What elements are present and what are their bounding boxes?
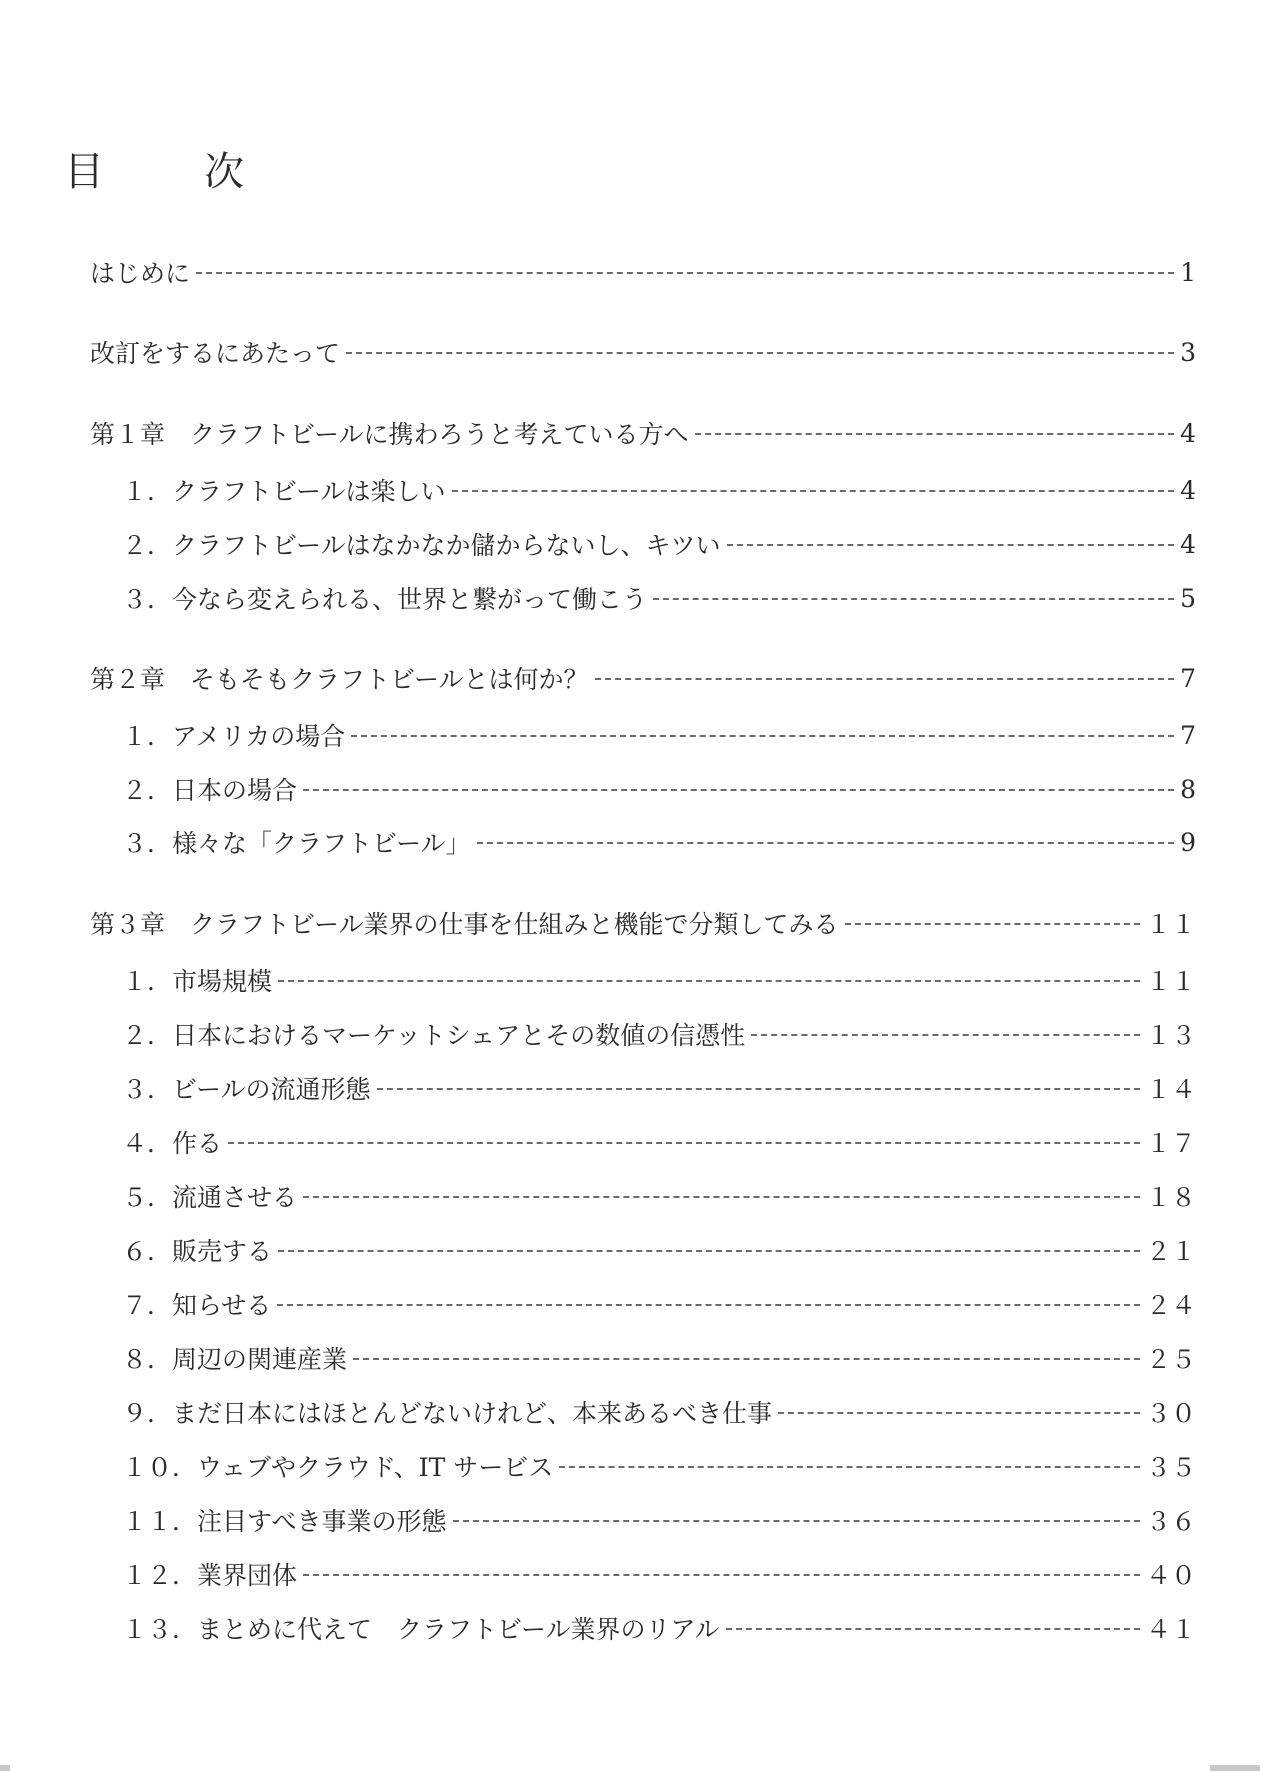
toc-section-entry[interactable] (122, 715, 1196, 755)
toc-page-number: １４ (1145, 1075, 1196, 1104)
dot-leader (653, 598, 1174, 600)
toc-page-number: １１ (1145, 910, 1196, 939)
toc-entry-label: 第２章 そもそもクラフトビールとは何か？ (90, 665, 589, 694)
toc-entry-label: １．市場規模 (122, 967, 273, 996)
toc-section-entry[interactable] (122, 1554, 1196, 1594)
toc-entry-label: 第３章 クラフトビール業界の仕事を仕組みと機能で分類してみる (90, 910, 839, 939)
toc-chapter-entry[interactable] (90, 903, 1196, 943)
toc-page-number: 4 (1180, 475, 1196, 505)
toc-page-number: ３５ (1145, 1453, 1196, 1482)
dot-leader (778, 1412, 1140, 1414)
toc-entry-label: ２．クラフトビールはなかなか儲からないし、キツい (122, 531, 721, 560)
dot-leader (277, 1304, 1140, 1306)
toc-entry-label: ３．様々な「クラフトビール」 (122, 829, 471, 858)
toc-section-entry[interactable] (122, 1392, 1196, 1432)
toc-entry-label: ２．日本の場合 (122, 776, 298, 805)
dot-leader (303, 789, 1174, 791)
toc-page-number: 3 (1180, 337, 1196, 367)
toc-page-number: 5 (1180, 583, 1196, 613)
toc-section-entry[interactable] (122, 1500, 1196, 1540)
toc-section-entry[interactable] (122, 1068, 1196, 1108)
toc-page-number: ３６ (1145, 1507, 1196, 1536)
toc-entry-label: ９．まだ日本にはほとんどないけれど、本来あるべき仕事 (122, 1399, 773, 1428)
toc-page-number: 9 (1180, 827, 1196, 857)
toc-section-entry[interactable] (122, 1176, 1196, 1216)
toc-page-number: ２４ (1145, 1291, 1196, 1320)
toc-entry-label: １１．注目すべき事業の形態 (122, 1507, 447, 1536)
toc-entry-label: １０．ウェブやクラウド、IT サービス (122, 1453, 554, 1482)
dot-leader (453, 1520, 1140, 1522)
toc-page-number: １１ (1145, 967, 1196, 996)
toc-section-entry[interactable] (122, 1230, 1196, 1270)
toc-page-number: 7 (1180, 720, 1196, 750)
dot-leader (351, 735, 1174, 737)
dot-leader (278, 1250, 1140, 1252)
dot-leader (726, 1628, 1140, 1630)
toc-entry-label: ４．作る (122, 1129, 223, 1158)
toc-section-entry[interactable] (122, 524, 1196, 564)
toc-chapter-entry[interactable] (90, 413, 1196, 453)
dot-leader (278, 980, 1140, 982)
dot-leader (303, 1574, 1140, 1576)
dot-leader (695, 433, 1175, 435)
toc-entry-label: ８．周辺の関連産業 (122, 1345, 348, 1374)
toc-page-number: 4 (1180, 529, 1196, 559)
dot-leader (595, 678, 1175, 680)
dot-leader (845, 923, 1140, 925)
toc-section-entry[interactable] (122, 1338, 1196, 1378)
toc-entry-label: ２．日本におけるマーケットシェアとその数値の信憑性 (122, 1021, 746, 1050)
toc-page-number: 1 (1180, 257, 1196, 287)
toc-section-entry[interactable] (122, 1122, 1196, 1162)
toc-page-number: １７ (1145, 1129, 1196, 1158)
toc-entry-label: ５．流通させる (122, 1183, 298, 1212)
toc-section-entry[interactable] (122, 1446, 1196, 1486)
toc-entry-label: １．アメリカの場合 (122, 722, 346, 751)
toc-section-entry[interactable] (122, 1608, 1196, 1648)
toc-page-number: ４０ (1145, 1561, 1196, 1590)
toc-page-number: 4 (1180, 418, 1196, 448)
toc-entry-label: １３．まとめに代えて クラフトビール業界のリアル (122, 1615, 720, 1644)
dot-leader (477, 842, 1175, 844)
dot-leader (228, 1142, 1140, 1144)
toc-page-number: 7 (1180, 663, 1196, 693)
toc-section-entry[interactable] (122, 960, 1196, 1000)
toc-entry-label: １．クラフトビールは楽しい (122, 477, 446, 506)
toc-entry-label: 改訂をするにあたって (90, 339, 341, 368)
toc-entry-label: １２．業界団体 (122, 1561, 298, 1590)
toc-page-number: 8 (1180, 774, 1196, 804)
toc-title: 目 次 (64, 149, 274, 195)
toc-page-number: １３ (1145, 1021, 1196, 1050)
dot-leader (452, 490, 1175, 492)
toc-section-entry[interactable] (122, 822, 1196, 862)
dot-leader (751, 1034, 1140, 1036)
dot-leader (559, 1466, 1140, 1468)
dot-leader (727, 544, 1175, 546)
toc-entry-label: ７．知らせる (122, 1291, 272, 1320)
toc-chapter-entry[interactable] (90, 658, 1196, 698)
toc-section-entry[interactable] (122, 578, 1196, 618)
toc-section-entry[interactable] (122, 769, 1196, 809)
toc-section-entry[interactable] (122, 1014, 1196, 1054)
toc-page-number: ４１ (1145, 1615, 1196, 1644)
toc-entry-label: はじめに (90, 259, 191, 288)
toc-entry-label: 第１章 クラフトビールに携わろうと考えている方へ (90, 420, 689, 449)
toc-section-entry[interactable] (122, 1284, 1196, 1324)
dot-leader (303, 1196, 1140, 1198)
dot-leader (196, 272, 1174, 274)
toc-section-entry[interactable] (122, 470, 1196, 510)
dot-leader (353, 1358, 1140, 1360)
toc-page-number: ２１ (1145, 1237, 1196, 1266)
toc-page-number: ２５ (1145, 1345, 1196, 1374)
toc-page-number: １８ (1145, 1183, 1196, 1212)
toc-entry-label: ３．ビールの流通形態 (122, 1075, 371, 1104)
dot-leader (346, 352, 1174, 354)
toc-entry[interactable] (90, 332, 1196, 372)
page-corner-mark (1210, 1765, 1260, 1771)
toc-entry-label: ３．今なら変えられる、世界と繋がって働こう (122, 585, 648, 614)
dot-leader (377, 1088, 1140, 1090)
toc-entry-label: ６．販売する (122, 1237, 273, 1266)
page-edge-mark (0, 1765, 10, 1771)
toc-entry[interactable] (90, 252, 1196, 292)
toc-page-number: ３０ (1145, 1399, 1196, 1428)
